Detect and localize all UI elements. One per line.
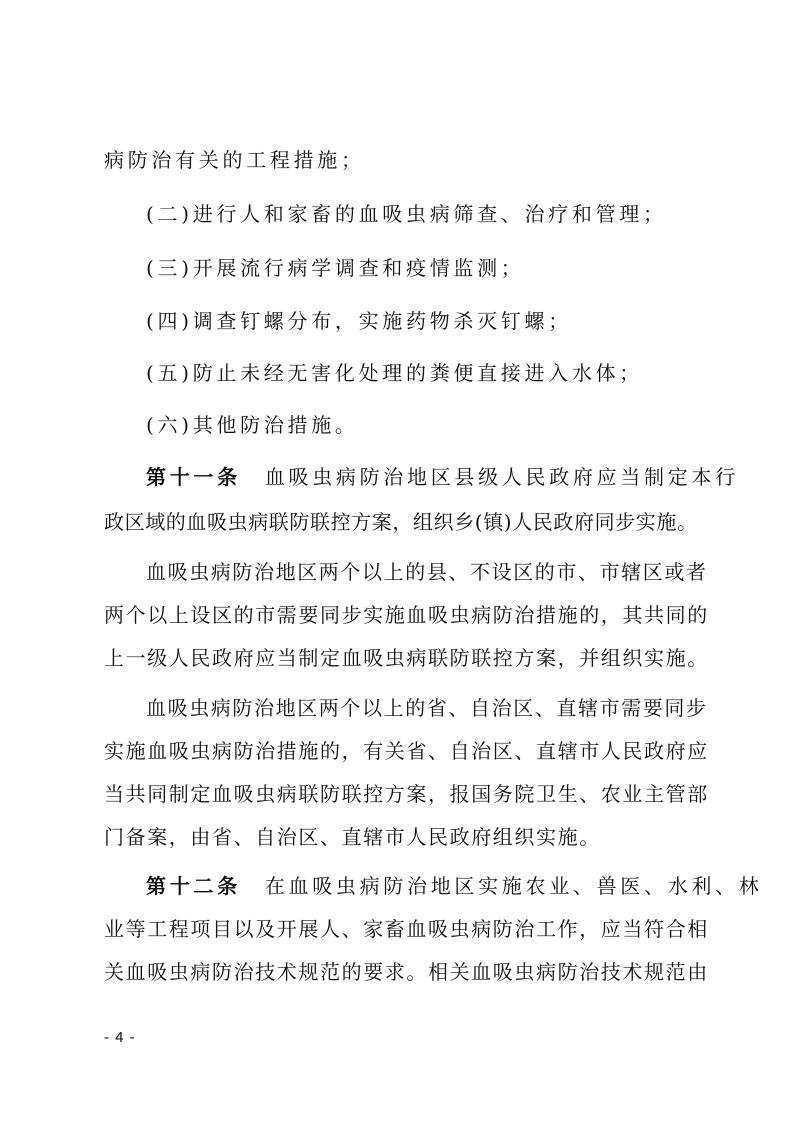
article-12-text: 在血吸虫病防治地区实施农业、兽医、水利、林 <box>264 874 763 898</box>
paragraph-line: 血吸虫病防治地区两个以上的省、自治区、直辖市需要同步 <box>146 696 708 720</box>
text-line: 门备案，由省、自治区、直辖市人民政府组织实施。 <box>104 825 601 849</box>
text-line: 业等工程项目以及开展人、家畜血吸虫病防治工作，应当符合相 <box>104 917 709 941</box>
list-item-6: (六)其他防治措施。 <box>146 413 359 437</box>
text-line: 当共同制定血吸虫病联防联控方案，报国务院卫生、农业主管部 <box>104 782 709 806</box>
list-item-5: (五)防止未经无害化处理的粪便直接进入水体； <box>146 361 644 385</box>
text-line: 两个以上设区的市需要同步实施血吸虫病防治措施的，其共同的 <box>104 603 709 627</box>
paragraph-line: 血吸虫病防治地区两个以上的县、不设区的市、市辖区或者 <box>146 560 708 584</box>
list-item-3: (三)开展流行病学调查和疫情监测； <box>146 256 525 280</box>
article-12-heading: 第十二条 <box>146 874 241 898</box>
text-line: 上一级人民政府应当制定血吸虫病联防联控方案，并组织实施。 <box>104 646 709 670</box>
article-11-first-line <box>146 463 739 491</box>
list-item-4: (四)调查钉螺分布，实施药物杀灭钉螺； <box>146 309 572 333</box>
text-line: 病防治有关的工程措施； <box>104 148 365 172</box>
page-number: - 4 - <box>104 1029 136 1046</box>
article-12-first-line <box>146 872 763 900</box>
text-line: 实施血吸虫病防治措施的，有关省、自治区、直辖市人民政府应 <box>104 739 709 763</box>
article-11-heading: 第十一条 <box>146 465 241 489</box>
text-line: 政区域的血吸虫病联防联控方案，组织乡(镇)人民政府同步实施。 <box>104 510 698 534</box>
list-item-2: (二)进行人和家畜的血吸虫病筛查、治疗和管理； <box>146 202 667 226</box>
article-11-text: 血吸虫病防治地区县级人民政府应当制定本行 <box>264 465 739 489</box>
text-line: 关血吸虫病防治技术规范的要求。相关血吸虫病防治技术规范由 <box>104 960 709 984</box>
